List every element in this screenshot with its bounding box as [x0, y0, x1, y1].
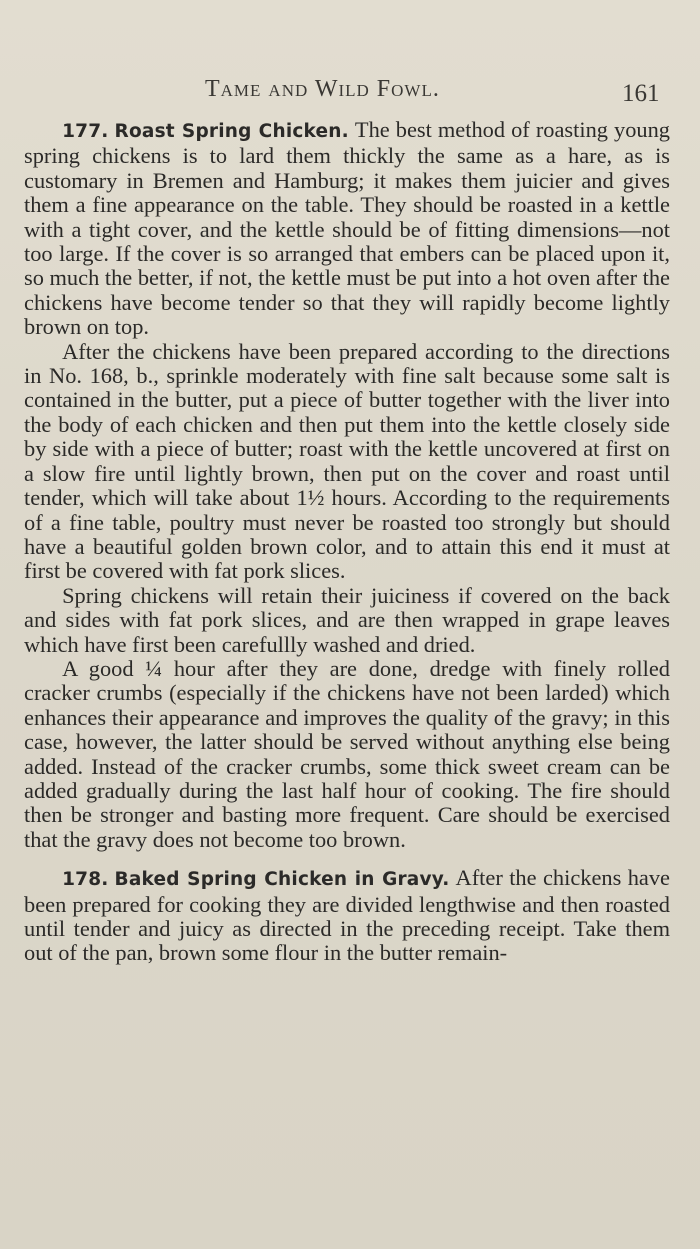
recipe-177-paragraph-3: Spring chickens will retain their juiciness if covered on the back and sides with fat pork slices, and are then wrapped in grape leaves which have first been carefullly washed and dried.: [24, 582, 670, 657]
recipe-177-paragraph-4: A good ¼ hour after they are done, dredge with finely rolled cracker crumbs (especially if the chickens have not been larded) which enhances their appearance and improves the quality of the gravy; in this case, however, the latter should be served without anything else being added. Instead of the cracker crumbs, some thick sweet cream can be added gradually during the last half hour of cooking. The fire should then be stronger and basting more frequent. Care should be exercised that the gravy does not become too brown.: [24, 655, 670, 852]
section-spacer: [24, 852, 670, 866]
recipe-177-paragraph-2: After the chickens have been prepared according to the directions in No. 168, b., sprinkle moderately with fine salt because some salt is contained in the butter, put a piece of butter together with the liver into the body of each chicken and then put them into the kettle closely side by side with a piece of butter; roast with the kettle uncovered at first on a slow fire until lightly brown, then put on the cover and roast until tender, which will take about 1½ hours. According to the requirements of a fine table, poultry must never be roasted too strongly but should have a beautiful golden brown color, and to attain this end it must at first be covered with fat pork slices.: [24, 338, 670, 584]
running-header: [0, 74, 700, 108]
recipe-178-paragraph-1: [24, 866, 670, 966]
chapter-title: Tame and Wild Fowl.: [205, 76, 440, 102]
paragraph-text: After the chickens have been prepared for cooking they are divided lengthwise and then roasted until tender and juicy as directed in the preceding receipt. Take them out of the pan, brown some flour in the butter remain-: [24, 865, 670, 966]
recipe-number: 178.: [62, 869, 109, 891]
page-number: 161: [622, 80, 660, 107]
paragraph-text: The best method of roasting young spring chickens is to lard them thickly the same as a hare, as is customary in Bremen and Hamburg; it makes them juicier and gives them a fine appearance on the table. They should be roasted in a kettle with a tight cover, and the kettle should be of fitting dimensions—not too large. If the cover is so arranged that embers can be placed upon it, so much the better, if not, the kettle must be put into a hot oven after the chickens have become tender so that they will rapidly become lightly brown on top.: [24, 117, 670, 340]
recipe-title: Roast Spring Chicken.: [114, 121, 349, 142]
body-text: [24, 118, 670, 966]
recipe-number: 177.: [62, 121, 109, 142]
recipe-177-paragraph-1: [24, 118, 670, 340]
recipe-title: Baked Spring Chicken in Gravy.: [114, 869, 450, 891]
